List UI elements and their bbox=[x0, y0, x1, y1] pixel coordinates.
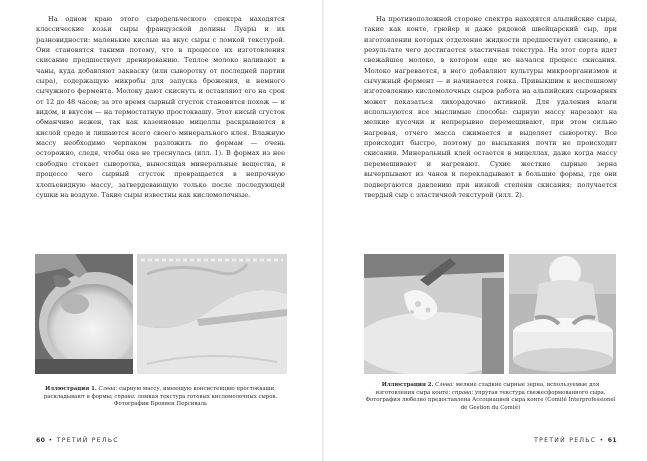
photo-ladling-curd bbox=[35, 254, 133, 374]
photo-curd-grains bbox=[364, 254, 504, 374]
caption-right-word: справа: bbox=[451, 389, 474, 396]
left-caption bbox=[36, 386, 285, 409]
photo-crumbly-cheese bbox=[137, 254, 287, 374]
left-page bbox=[0, 0, 322, 461]
caption-left-word: Слева: bbox=[98, 386, 118, 392]
running-title: ТРЕТИЙ РЕЛЬС bbox=[56, 437, 119, 444]
right-caption bbox=[364, 382, 617, 412]
left-body-text bbox=[36, 14, 285, 200]
running-title: ТРЕТИЙ РЕЛЬС bbox=[534, 437, 597, 444]
caption-label: Иллюстрация 1. bbox=[45, 386, 97, 392]
folio-separator: • bbox=[48, 437, 54, 444]
caption-right-word: справа: bbox=[114, 393, 136, 400]
photo-molded-cheese bbox=[509, 254, 616, 374]
folio-separator: • bbox=[599, 437, 605, 444]
right-folio bbox=[534, 437, 617, 444]
right-body-text bbox=[364, 14, 617, 200]
caption-right-text: упругая текстура свежесформованного сыра. Фотография любезно предоставлена Ассоциацией сыра конте (Comité Interprofessionel de Gestion du Comté) bbox=[365, 389, 616, 411]
caption-right-text: ломкая текстура готовых кисломолочных сыров. Фотографии Бронвен Персиваль bbox=[114, 393, 278, 408]
caption-left-text: сырную массу, имеющую консистенцию простокваши, раскладывают в формы; bbox=[43, 386, 276, 400]
right-paragraph: На противоположной стороне спектра находятся альпийские сыры, такие как конте, грюйер и даже рядовой швейцарский сыр, при изготовлении которых отделение жидкости предшествует скисанию, в результате чего достигается эластичная текстура. На этот сорта идет свежайшее молоко, в котором еще не начался процесс скисания. Молоко нагревается, в него добавляют культуры микроорганизмов и сычужный фермент — и начинается гонка. Привыкшим к неспешному изготовлению кисломолочных сыров работа на альпийских сыроварнях может показаться лихорадочно активной. Для удаления влаги используются все мыслимые способы: сырную массу нарезают на мелкие кусочки и непрерывно перемешивают, при этом сильно нагревая, отчего масса сжимается и выделяет сыворотку. Все происходит быстро, поэтому до высыхания почти не происходит скисания. Минеральный клей остается в мицеллах, даже когда массу перемешивают и нагревают. Сухие жесткие сырные зерна вычерпывают из чанов и перекладывают в большие формы, где они подвергаются давлению при низкой степени скисания; получается твердый сыр с эластичной текстурой (илл. 2). bbox=[364, 15, 617, 199]
page-number: 60 bbox=[36, 437, 46, 444]
right-page bbox=[324, 0, 647, 461]
page-number: 61 bbox=[607, 437, 617, 444]
caption-left-text: мелкие сладкие сырные зерна, используемые для изготовления сыра конте; bbox=[375, 382, 600, 396]
left-paragraph: На одном краю этого сыродельческого спектра находятся классические козьи сыры французской долины Луары и их разновидности: маленькие кислые на вкус сыры с ломкой текстурой. Они становятся такими потому, что в процессе их изготовления скисание предшествует дренированию. Теплое молоко наливают в чаны, куда добавляют закваску (или сыворотку от последней партии сыра), содержащую микробы для запуска брожения, и немного сычужного фермента. Молоку дают скиснуть и оставляют его на срок от 12 до 48 часов; за это время сырный сгусток становится похож — и видом, и вкусом — на термостатную простоквашу. Этот кисый сгусток обманчиво нежен, так как казеиновые мицеллы раскрываются в кислой среде и лишаются всего своего минерального клея. Влажную массу необходимо черпаком разложить по формам — очень осторожно, следя, чтобы она не треснулась (илл. 1). В формах из нее свободно стекает сыворотка, выносящая минеральные вещества, в процессе чего сырный сгусток превращается в непрочную хлопьевидную массу, затвердевающую только после последующей сушки на воздухе. Такие сыры известны как кисломолочные. bbox=[36, 15, 285, 199]
caption-label: Иллюстрация 2. bbox=[381, 382, 434, 388]
left-folio bbox=[36, 437, 119, 444]
caption-left-word: Слева: bbox=[435, 382, 454, 388]
